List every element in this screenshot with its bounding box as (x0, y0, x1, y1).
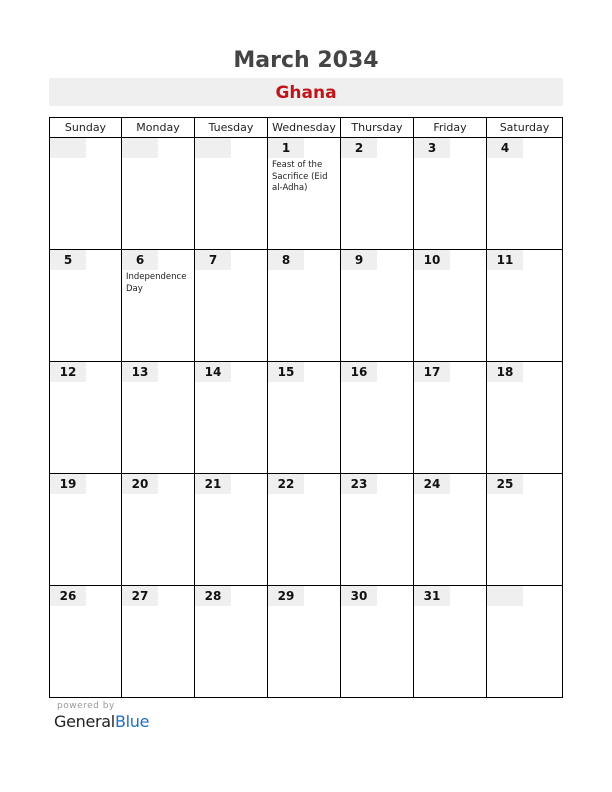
weekday-header: Friday (414, 118, 487, 138)
day-cell[interactable] (487, 362, 563, 474)
day-cell[interactable] (268, 586, 341, 698)
day-cell[interactable] (50, 362, 122, 474)
country-banner (49, 78, 563, 106)
day-number: 24 (414, 474, 450, 494)
day-number: 9 (341, 250, 377, 270)
day-number: 10 (414, 250, 450, 270)
day-cell[interactable] (341, 474, 414, 586)
day-cell[interactable] (50, 138, 122, 250)
day-cell[interactable] (341, 362, 414, 474)
day-cell[interactable] (268, 474, 341, 586)
day-number (122, 138, 158, 158)
day-cell[interactable] (487, 250, 563, 362)
weekday-header: Tuesday (195, 118, 268, 138)
calendar-grid (49, 117, 563, 698)
powered-by-text: powered by (57, 701, 115, 711)
weekday-header: Sunday (50, 118, 122, 138)
generalblue-logo[interactable] (54, 712, 149, 731)
day-number: 5 (50, 250, 86, 270)
day-number (487, 586, 523, 606)
day-cell[interactable] (122, 586, 195, 698)
day-number: 4 (487, 138, 523, 158)
day-cell[interactable] (50, 250, 122, 362)
day-number: 30 (341, 586, 377, 606)
weekday-header: Thursday (341, 118, 414, 138)
day-cell[interactable] (268, 138, 341, 250)
day-cell[interactable] (195, 474, 268, 586)
day-number: 18 (487, 362, 523, 382)
day-number: 19 (50, 474, 86, 494)
day-number: 1 (268, 138, 304, 158)
day-cell[interactable] (414, 250, 487, 362)
brand-general: General (54, 712, 115, 731)
day-number: 15 (268, 362, 304, 382)
day-cell[interactable] (122, 362, 195, 474)
day-cell[interactable] (195, 586, 268, 698)
day-cell[interactable] (414, 138, 487, 250)
day-number: 21 (195, 474, 231, 494)
day-cell[interactable] (341, 250, 414, 362)
day-number: 3 (414, 138, 450, 158)
day-cell[interactable] (122, 250, 195, 362)
day-cell[interactable] (487, 586, 563, 698)
day-number: 11 (487, 250, 523, 270)
calendar-week-row (50, 362, 563, 474)
day-number: 27 (122, 586, 158, 606)
weekday-header: Wednesday (268, 118, 341, 138)
day-cell[interactable] (487, 474, 563, 586)
day-number: 2 (341, 138, 377, 158)
day-number: 17 (414, 362, 450, 382)
day-cell[interactable] (487, 138, 563, 250)
calendar-week-row (50, 474, 563, 586)
day-cell[interactable] (414, 362, 487, 474)
day-number: 12 (50, 362, 86, 382)
day-cell[interactable] (50, 586, 122, 698)
weekday-header: Monday (122, 118, 195, 138)
day-number: 25 (487, 474, 523, 494)
day-number: 23 (341, 474, 377, 494)
calendar-week-row (50, 586, 563, 698)
day-number: 8 (268, 250, 304, 270)
day-number: 26 (50, 586, 86, 606)
day-number: 6 (122, 250, 158, 270)
day-cell[interactable] (122, 138, 195, 250)
day-cell[interactable] (268, 362, 341, 474)
day-number: 7 (195, 250, 231, 270)
holiday-label: Feast of the Sacrifice (Eid al-Adha) (272, 160, 328, 193)
day-number (50, 138, 86, 158)
day-number: 28 (195, 586, 231, 606)
weekday-header: Saturday (487, 118, 563, 138)
day-number: 22 (268, 474, 304, 494)
day-cell[interactable] (414, 586, 487, 698)
day-cell[interactable] (50, 474, 122, 586)
weekday-header-row (50, 118, 563, 138)
day-number: 20 (122, 474, 158, 494)
day-cell[interactable] (268, 250, 341, 362)
day-cell[interactable] (195, 138, 268, 250)
day-cell[interactable] (195, 362, 268, 474)
holiday-label: Independence Day (126, 272, 187, 294)
calendar-week-row (50, 138, 563, 250)
day-cell[interactable] (341, 586, 414, 698)
day-number: 13 (122, 362, 158, 382)
calendar-week-row (50, 250, 563, 362)
day-number: 14 (195, 362, 231, 382)
day-number: 29 (268, 586, 304, 606)
calendar-title: March 2034 (233, 48, 379, 73)
day-cell[interactable] (414, 474, 487, 586)
day-cell[interactable] (122, 474, 195, 586)
calendar-body (50, 138, 563, 698)
day-cell[interactable] (195, 250, 268, 362)
day-cell[interactable] (341, 138, 414, 250)
brand-blue: Blue (114, 712, 150, 731)
day-number: 31 (414, 586, 450, 606)
day-number (195, 138, 231, 158)
country-name: Ghana (275, 83, 337, 103)
day-number: 16 (341, 362, 377, 382)
